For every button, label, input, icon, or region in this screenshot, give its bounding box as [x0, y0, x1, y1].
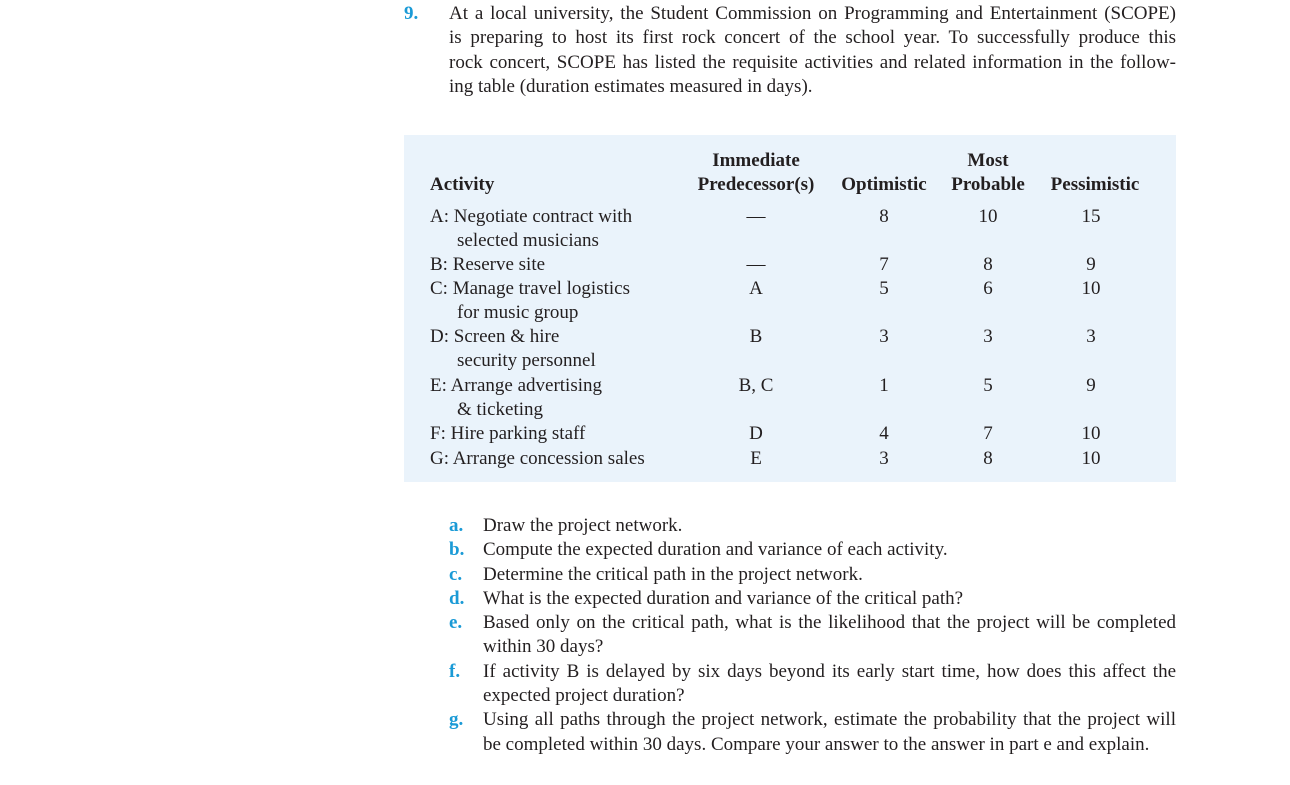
table-cell-pessimistic: 9 — [1086, 254, 1096, 275]
table-cell-pessimistic: 15 — [1081, 206, 1101, 227]
table-row-activity: G: Arrange concession sales — [430, 448, 645, 469]
question-a — [449, 514, 1176, 538]
table-row-activity: E: Arrange advertising — [430, 375, 603, 396]
table-cell-predecessor: — — [746, 206, 766, 227]
question-letter: a. — [449, 515, 464, 536]
problem-intro — [449, 2, 1176, 99]
question-list — [449, 514, 1176, 757]
table-row-activity: F: Hire parking staff — [430, 423, 586, 444]
problem-number: 9. — [404, 3, 419, 24]
table-cell-optimistic: 7 — [879, 254, 889, 275]
header-activity: Activity — [430, 174, 495, 195]
table-cell-predecessor: D — [749, 423, 763, 444]
question-letter: f. — [449, 660, 461, 682]
table-cell-optimistic: 4 — [879, 423, 889, 444]
table-cell-predecessor: B, C — [738, 375, 774, 396]
question-g — [449, 708, 1176, 757]
question-text: If activity B is delayed by six days beyond its early start time, how does this affect the — [483, 660, 1176, 682]
table-row-activity-cont: security personnel — [457, 350, 596, 371]
table-cell-pessimistic: 10 — [1081, 423, 1101, 444]
table-cell-probable: 6 — [983, 278, 993, 299]
table-cell-optimistic: 8 — [879, 206, 889, 227]
question-letter: c. — [449, 563, 463, 585]
header-probable-line2: Probable — [951, 174, 1025, 195]
table-cell-predecessor: — — [746, 254, 766, 275]
question-text: Compute the expected duration and variance of each activity. — [483, 539, 948, 561]
question-c — [449, 563, 1176, 587]
question-letter: e. — [449, 612, 463, 634]
header-predecessor-line1: Immediate — [712, 150, 800, 171]
activity-table — [404, 135, 1176, 482]
table-row-activity: B: Reserve site — [430, 254, 546, 275]
table-cell-predecessor: A — [749, 278, 763, 299]
table-row-activity-cont: & ticketing — [457, 399, 544, 420]
table-cell-pessimistic: 9 — [1086, 375, 1096, 396]
question-f — [449, 660, 1176, 709]
table-row-activity-cont: for music group — [457, 302, 579, 323]
question-b — [449, 538, 1176, 562]
question-text: Draw the project network. — [483, 515, 683, 536]
table-cell-predecessor: B — [749, 326, 763, 347]
header-pessimistic: Pessimistic — [1050, 174, 1140, 195]
question-letter: g. — [449, 709, 464, 731]
table-cell-optimistic: 1 — [879, 375, 889, 396]
question-d — [449, 587, 1176, 611]
question-text: be completed within 30 days. Compare your answer to the answer in part e and explain. — [483, 733, 1150, 755]
question-text: Determine the critical path in the project network. — [483, 563, 863, 585]
table-cell-optimistic: 3 — [879, 326, 889, 347]
question-text: Based only on the critical path, what is the likelihood that the project will be completed — [483, 612, 1176, 634]
table-cell-probable: 8 — [983, 254, 993, 275]
table-cell-probable: 5 — [983, 375, 993, 396]
header-probable-line1: Most — [967, 150, 1009, 171]
table-cell-pessimistic: 3 — [1086, 326, 1096, 347]
intro-line: At a local university, the Student Commission on Programming and Entertainment (SCOPE) — [449, 3, 1176, 24]
table-cell-pessimistic: 10 — [1081, 278, 1101, 299]
question-text: expected project duration? — [483, 685, 685, 707]
table-row-activity: A: Negotiate contract with — [430, 206, 633, 227]
intro-line: ing table (duration estimates measured in days). — [449, 75, 813, 97]
table-cell-probable: 3 — [983, 326, 993, 347]
table-row-activity: D: Screen & hire — [430, 326, 560, 347]
intro-line: is preparing to host its first rock concert of the school year. To successfully produce this — [449, 27, 1176, 49]
table-cell-optimistic: 3 — [879, 448, 889, 469]
question-text: within 30 days? — [483, 636, 604, 658]
question-text: Using all paths through the project network, estimate the probability that the project will — [483, 709, 1176, 731]
table-cell-optimistic: 5 — [879, 278, 889, 299]
table-cell-probable: 7 — [983, 423, 993, 444]
table-cell-pessimistic: 10 — [1081, 448, 1101, 469]
question-letter: d. — [449, 587, 465, 609]
header-predecessor-line2: Predecessor(s) — [697, 174, 815, 195]
table-row-activity: C: Manage travel logistics — [430, 278, 630, 299]
question-text: What is the expected duration and variance of the critical path? — [483, 587, 964, 609]
intro-line: rock concert, SCOPE has listed the requisite activities and related information in the follow- — [449, 51, 1176, 73]
table-row-activity-cont: selected musicians — [457, 230, 599, 251]
question-e — [449, 611, 1176, 660]
header-optimistic: Optimistic — [841, 174, 927, 195]
question-letter: b. — [449, 539, 465, 561]
table-cell-predecessor: E — [750, 448, 762, 469]
table-cell-probable: 8 — [983, 448, 993, 469]
table-cell-probable: 10 — [978, 206, 998, 227]
